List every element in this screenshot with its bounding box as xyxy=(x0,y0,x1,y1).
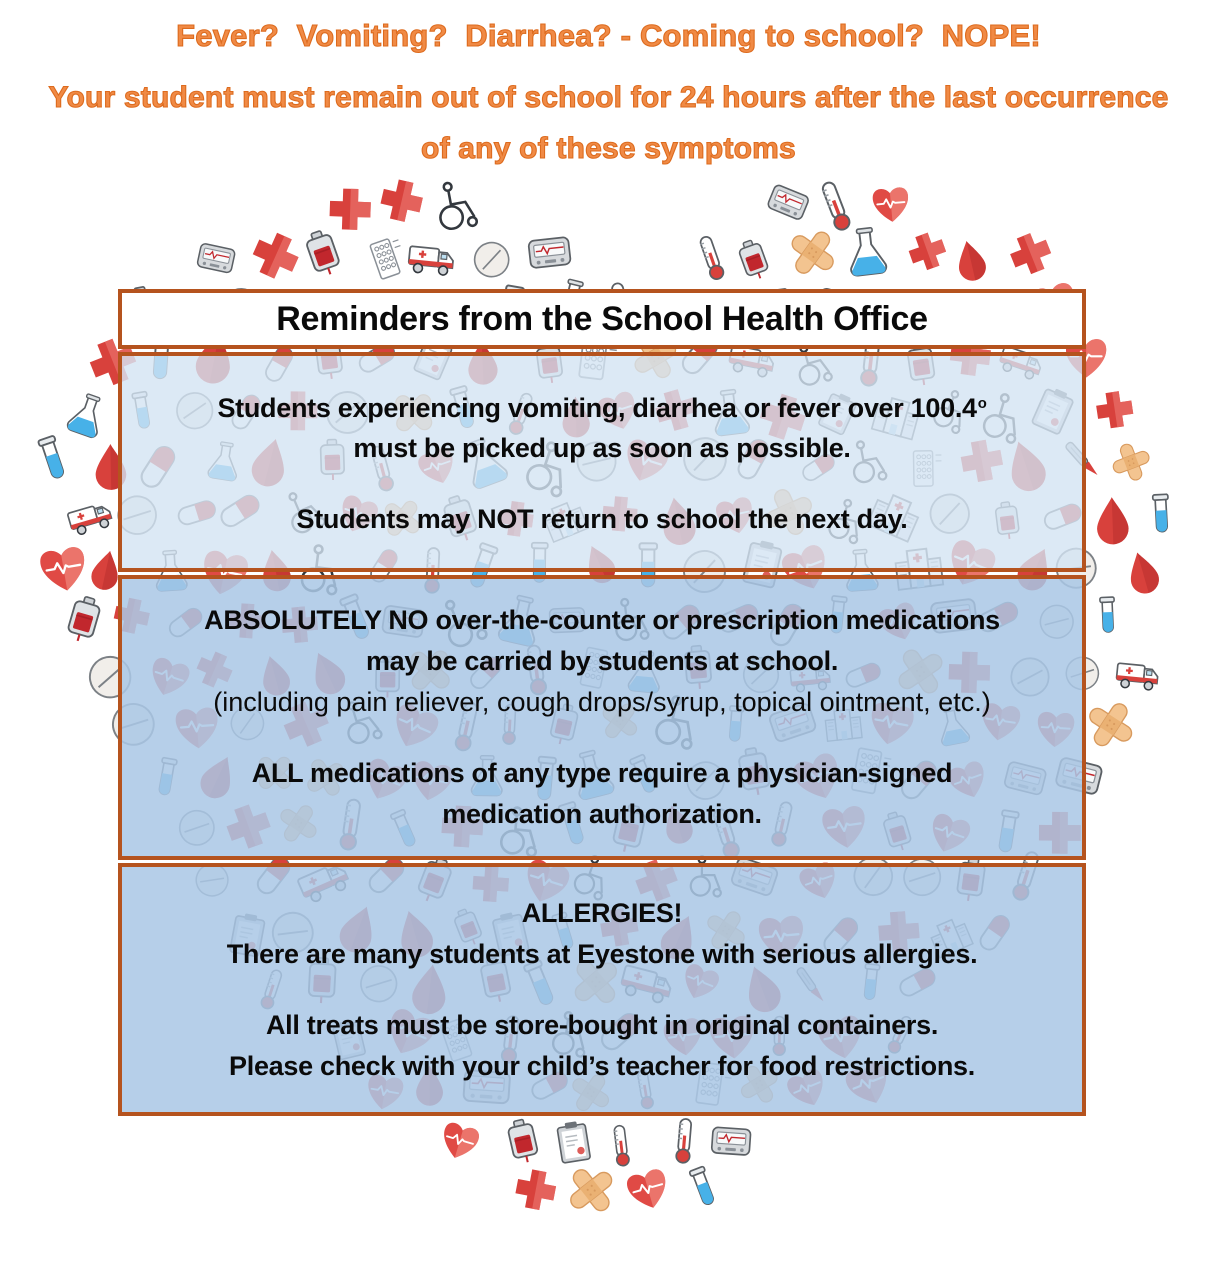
sickness-line-2: must be picked up as soon as possible. xyxy=(353,433,851,464)
red-cross-icon xyxy=(370,168,434,232)
test-tube-icon xyxy=(1136,488,1187,539)
headline-question: Fever? Vomiting? Diarrhea? - Coming to school? NOPE! xyxy=(176,18,1041,53)
crossed-bandages-icon xyxy=(560,1159,623,1222)
ambulance-icon xyxy=(404,229,461,286)
allergy-line-2: There are many students at Eyestone with serious allergies. xyxy=(226,938,978,969)
red-cross-icon xyxy=(1088,383,1142,437)
sickness-line-1 xyxy=(217,384,986,429)
medication-line-2: may be carried by students at school. xyxy=(365,646,839,676)
medication-line-4: ALL medications of any type require a physician-signed xyxy=(251,758,953,788)
title-box xyxy=(118,289,1086,349)
degree-superscript: o xyxy=(977,395,987,412)
heart-ekg-icon xyxy=(867,179,917,229)
crossed-bandages-icon xyxy=(781,221,845,285)
headline-rule-line2: of any of these symptoms xyxy=(421,132,796,165)
ekg-monitor-icon xyxy=(521,224,578,281)
wheelchair-icon xyxy=(423,173,487,237)
headline xyxy=(0,18,1217,166)
blood-drop-icon xyxy=(1085,492,1140,547)
headline-rule-line1: Your student must remain out of school for 24 hours after the last occurrence xyxy=(48,81,1169,114)
test-tube-icon xyxy=(1084,592,1131,639)
red-cross-icon xyxy=(506,1160,566,1220)
heart-ekg-icon xyxy=(432,1113,489,1170)
flask-icon xyxy=(836,221,898,283)
allergy-line-4: Please check with your child’s teacher for food restrictions. xyxy=(229,1050,975,1081)
allergy-box xyxy=(118,863,1086,1116)
medication-box xyxy=(118,575,1086,860)
allergy-line-1: ALLERGIES! xyxy=(521,897,683,928)
crossed-bandages-icon xyxy=(1102,433,1160,491)
allergy-line-3: All treats must be store-bought in original containers. xyxy=(265,1009,939,1040)
crossed-bandages-icon xyxy=(1078,692,1144,758)
ekg-monitor-icon xyxy=(190,232,243,285)
page-title: Reminders from the School Health Office xyxy=(276,299,928,338)
sickness-line-3: Students may NOT return to school the next day. xyxy=(296,504,908,535)
medication-line-5: medication authorization. xyxy=(442,799,762,829)
sickness-line-1-text: Students experiencing vomiting, diarrhea or fever over 100.4 xyxy=(217,392,977,423)
sickness-box xyxy=(118,352,1086,572)
medication-line-3: (including pain reliever, cough drops/syrup, topical ointment, etc.) xyxy=(213,687,991,717)
medication-line-1: ABSOLUTELY NO over-the-counter or prescription medications xyxy=(204,605,1000,635)
ambulance-icon xyxy=(1111,648,1164,701)
